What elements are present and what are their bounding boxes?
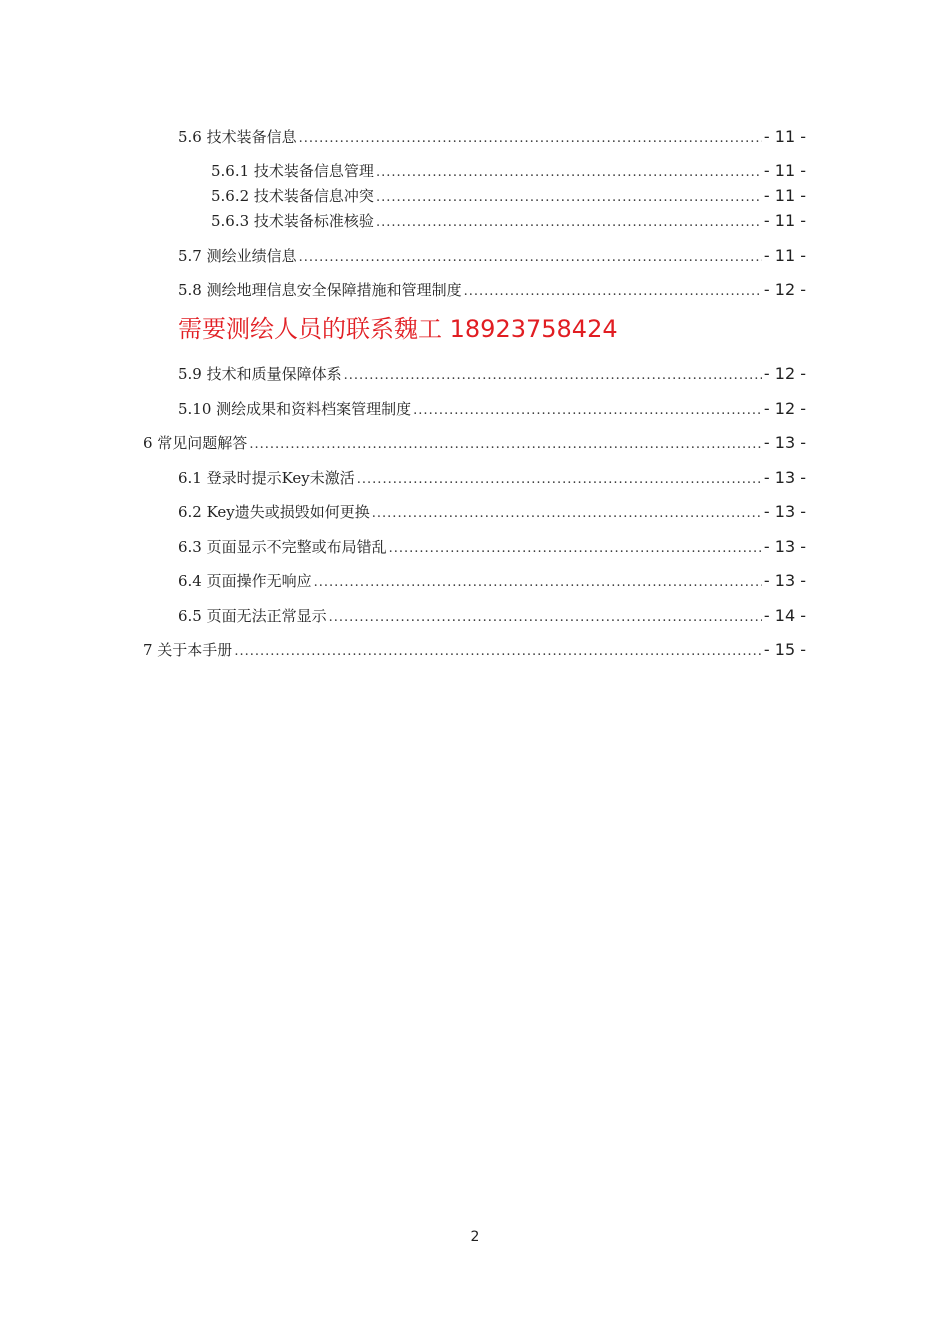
toc-entry-page: - 13 - bbox=[763, 537, 806, 556]
toc-entry-page: - 11 - bbox=[763, 186, 806, 205]
toc-entry-label: 7 关于本手册 bbox=[143, 641, 233, 659]
toc-entry-label: 5.9 技术和质量保障体系 bbox=[178, 365, 342, 383]
toc-leader-dots bbox=[372, 503, 762, 525]
toc-entry-label: 5.6.2 技术装备信息冲突 bbox=[211, 187, 374, 205]
toc-leader-dots bbox=[299, 128, 762, 150]
toc-entry-label: 6.1 登录时提示Key未激活 bbox=[178, 469, 355, 487]
page-number: 2 bbox=[470, 1229, 480, 1245]
contact-notice bbox=[178, 312, 618, 346]
toc-entry[interactable] bbox=[178, 398, 806, 420]
toc-entry-label: 6.3 页面显示不完整或布局错乱 bbox=[178, 538, 387, 556]
toc-entry[interactable] bbox=[178, 536, 806, 558]
toc-leader-dots bbox=[376, 162, 762, 184]
toc-entry-page: - 12 - bbox=[763, 399, 806, 418]
toc-leader-dots bbox=[376, 212, 762, 234]
toc-entry[interactable] bbox=[143, 639, 806, 661]
toc-leader-dots bbox=[299, 247, 762, 269]
toc-entry-label: 6.5 页面无法正常显示 bbox=[178, 607, 327, 625]
toc-entry[interactable] bbox=[178, 126, 806, 148]
toc-leader-dots bbox=[344, 365, 762, 387]
toc-entry[interactable] bbox=[178, 605, 806, 627]
toc-leader-dots bbox=[234, 641, 762, 663]
toc-entry-label: 6 常见问题解答 bbox=[143, 434, 248, 452]
toc-leader-dots bbox=[329, 607, 762, 629]
toc-leader-dots bbox=[357, 469, 762, 491]
toc-entry-label: 5.6.1 技术装备信息管理 bbox=[211, 162, 374, 180]
toc-entry-page: - 13 - bbox=[763, 502, 806, 521]
toc-entry-label: 6.4 页面操作无响应 bbox=[178, 572, 312, 590]
toc-entry-page: - 11 - bbox=[763, 127, 806, 146]
toc-leader-dots bbox=[413, 400, 762, 422]
contact-phone: 18923758424 bbox=[449, 315, 618, 343]
toc-entry[interactable] bbox=[178, 501, 806, 523]
toc-entry-page: - 12 - bbox=[763, 280, 806, 299]
toc-leader-dots bbox=[376, 187, 762, 209]
toc-entry-page: - 11 - bbox=[763, 246, 806, 265]
toc-entry-page: - 11 - bbox=[763, 211, 806, 230]
toc-leader-dots bbox=[249, 434, 762, 456]
toc-entry[interactable] bbox=[178, 245, 806, 267]
toc-entry-page: - 13 - bbox=[763, 468, 806, 487]
toc-entry-label: 5.6.3 技术装备标准核验 bbox=[211, 212, 374, 230]
toc-entry[interactable] bbox=[211, 185, 806, 207]
toc-entry[interactable] bbox=[178, 363, 806, 385]
toc-entry[interactable] bbox=[178, 279, 806, 301]
toc-leader-dots bbox=[464, 281, 762, 303]
contact-notice-text: 需要测绘人员的联系魏工 bbox=[178, 315, 442, 343]
toc-entry-page: - 12 - bbox=[763, 364, 806, 383]
toc-entry[interactable] bbox=[143, 432, 806, 454]
toc-entry-label: 6.2 Key遗失或损毁如何更换 bbox=[178, 503, 370, 521]
toc-entry-page: - 11 - bbox=[763, 161, 806, 180]
toc-leader-dots bbox=[314, 572, 762, 594]
toc-leader-dots bbox=[389, 538, 762, 560]
toc-entry-page: - 14 - bbox=[763, 606, 806, 625]
toc-entry-label: 5.7 测绘业绩信息 bbox=[178, 247, 297, 265]
toc-entry[interactable] bbox=[211, 210, 806, 232]
toc-entry-page: - 15 - bbox=[763, 640, 806, 659]
toc-entry[interactable] bbox=[178, 570, 806, 592]
toc-entry-label: 5.8 测绘地理信息安全保障措施和管理制度 bbox=[178, 281, 462, 299]
toc-entry-label: 5.6 技术装备信息 bbox=[178, 128, 297, 146]
toc-entry[interactable] bbox=[178, 467, 806, 489]
toc-entry-page: - 13 - bbox=[763, 433, 806, 452]
toc-entry-page: - 13 - bbox=[763, 571, 806, 590]
toc-entry-label: 5.10 测绘成果和资料档案管理制度 bbox=[178, 400, 412, 418]
toc-entry[interactable] bbox=[211, 160, 806, 182]
